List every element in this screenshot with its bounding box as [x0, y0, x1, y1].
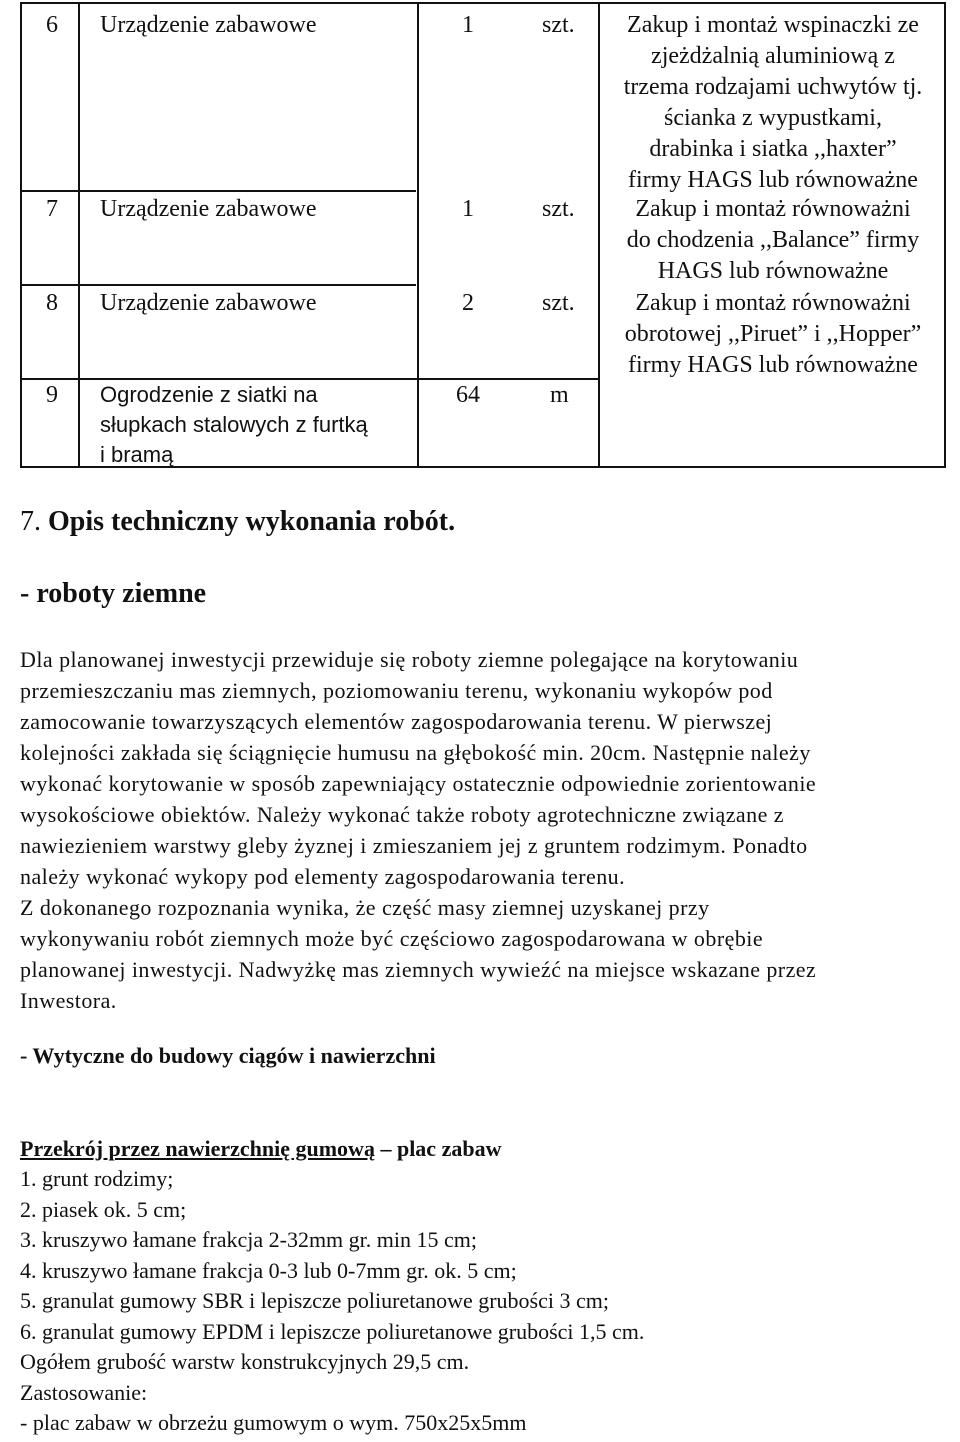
section-heading: [20, 506, 455, 538]
row6-description-line: trzema rodzajami uchwytów tj.: [623, 74, 923, 100]
list-item: Zastosowanie:: [20, 1379, 148, 1405]
list-item: 5. granulat gumowy SBR i lepiszcze poliuretanowe grubości 3 cm;: [20, 1288, 609, 1313]
earthworks-heading: - roboty ziemne: [20, 578, 207, 609]
table-column-divider: [78, 4, 80, 466]
row8-description: [600, 288, 946, 381]
row6-description: [600, 10, 946, 196]
paragraph-line: wysokościowe obiektów. Należy wykonać także roboty agrotechniczne związane z: [20, 802, 784, 827]
row6-quantity: 1: [462, 12, 474, 38]
row9-unit: m: [550, 382, 569, 408]
row9-name: [100, 380, 368, 470]
row7-name: Urządzenie zabawowe: [100, 196, 317, 222]
cross-section-heading-suffix: – plac zabaw: [374, 1136, 502, 1161]
cross-section-heading-main: Przekrój przez nawierzchnię gumową: [20, 1136, 375, 1161]
row9-name-line: Ogrodzenie z siatki na: [100, 382, 318, 407]
row8-number: 8: [46, 290, 58, 316]
list-item: Ogółem grubość warstw konstrukcyjnych 29,5 cm.: [20, 1349, 470, 1374]
row8-quantity: 2: [462, 290, 474, 316]
row8-unit: szt.: [542, 290, 575, 316]
guidelines-heading: - Wytyczne do budowy ciągów i nawierzchni: [20, 1043, 436, 1068]
row7-description-line: Zakup i montaż równoważni: [635, 196, 911, 222]
paragraph-line: zamocowanie towarzyszących elementów zagospodarowania terenu. W pierwszej: [20, 709, 773, 734]
row9-name-line: słupkach stalowych z furtką: [100, 412, 368, 437]
row7-description-line: do chodzenia ,,Balance” firmy: [626, 227, 920, 253]
row6-description-line: ścianka z wypustkami,: [664, 105, 882, 131]
table-row-divider: [22, 190, 416, 192]
list-item: 3. kruszywo łamane frakcja 2-32mm gr. min 15 cm;: [20, 1227, 477, 1252]
paragraph-line: planowanej inwestycji. Nadwyżkę mas ziemnych wywieźć na miejsce wskazane przez: [20, 957, 817, 982]
earthworks-paragraph: [20, 644, 960, 1016]
paragraph-line: Dla planowanej inwestycji przewiduje się roboty ziemne polegające na korytowaniu: [20, 647, 799, 672]
list-item: 6. granulat gumowy EPDM i lepiszcze poliuretanowe grubości 1,5 cm.: [20, 1318, 645, 1344]
layers-list: [20, 1164, 644, 1439]
row9-number: 9: [46, 382, 58, 408]
section-title: Opis techniczny wykonania robót.: [48, 506, 456, 537]
section-number: 7.: [20, 506, 41, 537]
row8-description-line: Zakup i montaż równoważni: [635, 290, 911, 316]
list-item: 1. grunt rodzimy;: [20, 1166, 174, 1191]
row8-description-line: firmy HAGS lub równoważne: [628, 352, 918, 378]
paragraph-line: należy wykonać wykopy pod elementy zagospodarowania terenu.: [20, 864, 626, 889]
row6-description-line: drabinka i siatka ,,haxter”: [649, 136, 897, 162]
row9-name-line: i bramą: [100, 442, 174, 467]
row9-quantity: 64: [456, 382, 480, 408]
row6-unit: szt.: [542, 12, 575, 38]
paragraph-line: wykonać korytowanie w sposób zapewniający ostatecznie odpowiednie zorientowanie: [20, 771, 817, 796]
cross-section-heading: [20, 1136, 501, 1162]
list-item: 4. kruszywo łamane frakcja 0-3 lub 0-7mm gr. ok. 5 cm;: [20, 1257, 517, 1283]
paragraph-line: Z dokonanego rozpoznania wynika, że część masy ziemnej uzyskanej przy: [20, 895, 710, 920]
table-column-divider: [417, 4, 419, 466]
row6-description-line: firmy HAGS lub równoważne: [628, 167, 918, 193]
row8-name: Urządzenie zabawowe: [100, 290, 317, 316]
row6-number: 6: [46, 12, 58, 38]
paragraph-line: przemieszczaniu mas ziemnych, poziomowaniu terenu, wykonaniu wykopów pod: [20, 678, 773, 703]
row7-description: [600, 194, 946, 287]
row6-description-line: Zakup i montaż wspinaczki ze: [627, 12, 919, 38]
row7-description-line: HAGS lub równoważne: [657, 258, 889, 284]
row6-description-line: zjeżdżalnią aluminiową z: [651, 43, 895, 69]
row7-number: 7: [46, 196, 58, 222]
paragraph-line: wykonywaniu robót ziemnych może być częściowo zagospodarowana w obrębie: [20, 926, 764, 951]
paragraph-line: Inwestora.: [20, 988, 117, 1013]
paragraph-line: nawiezieniem warstwy gleby żyznej i zmieszaniem jej z gruntem rodzimym. Ponadto: [20, 833, 808, 858]
list-item: 2. piasek ok. 5 cm;: [20, 1196, 187, 1222]
row6-name: Urządzenie zabawowe: [100, 12, 317, 38]
row8-description-line: obrotowej ,,Piruet” i ,,Hopper”: [624, 321, 922, 347]
equipment-table: [20, 2, 946, 468]
list-item: - plac zabaw w obrzeżu gumowym o wym. 750x25x5mm: [20, 1410, 527, 1435]
row7-quantity: 1: [462, 196, 474, 222]
table-row-divider: [22, 284, 416, 286]
paragraph-line: kolejności zakłada się ściągnięcie humusu na głębokość min. 20cm. Następnie należy: [20, 740, 811, 765]
row7-unit: szt.: [542, 196, 575, 222]
